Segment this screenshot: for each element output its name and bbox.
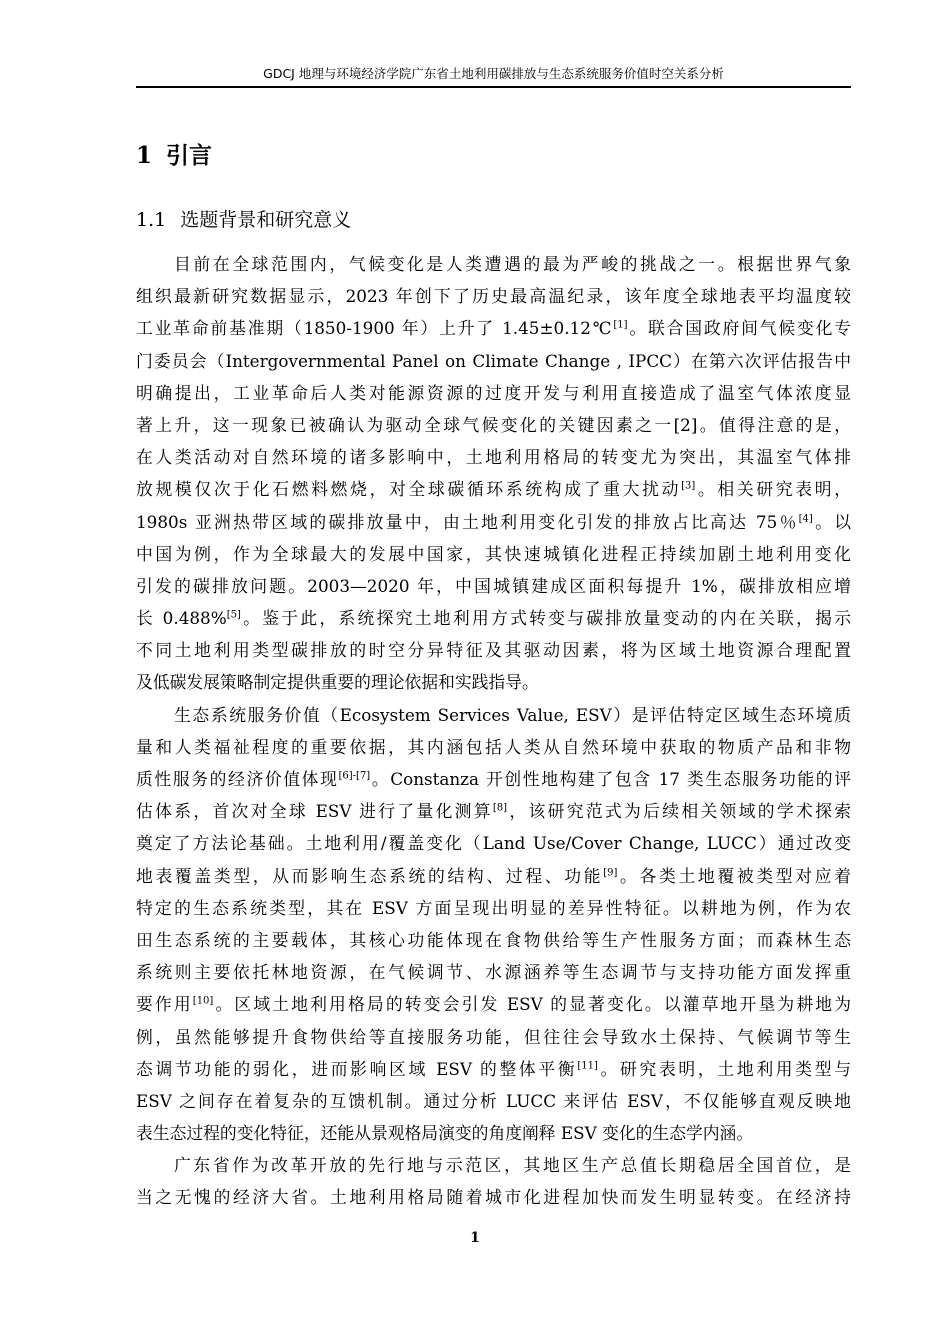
page-number: 1: [470, 1230, 480, 1246]
body-line: 系统则主要依托林地资源，在气候调节、水源涵养等生态调节与支持功能方面发挥重: [136, 962, 851, 983]
body-line: 当之无愧的经济大省。土地利用格局随着城市化进程加快而发生明显转变。在经济持: [136, 1187, 851, 1208]
body-line: 组织最新研究数据显示，2023 年创下了历史最高温纪录，该年度全球地表平均温度较: [136, 286, 851, 307]
body-text: [136, 248, 851, 1214]
body-line: 目前在全球范围内，气候变化是人类遭遇的最为严峻的挑战之一。根据世界气象: [174, 254, 851, 274]
body-line: 量和人类福祉程度的重要依据，其内涵包括人类从自然环境中获取的物质产品和非物: [136, 736, 851, 757]
body-line: 中国为例，作为全球最大的发展中国家，其快速城镇化进程正持续加剧土地利用变化: [136, 543, 851, 564]
body-line: 要作用[10]。区域土地利用格局的转变会引发 ESV 的显著变化。以灌草地开垦为耕地为: [136, 994, 851, 1015]
section-title: 选题背景和研究意义: [180, 209, 352, 231]
body-line: 长 0.488%[5]。鉴于此，系统探究土地利用方式转变与碳排放量变动的内在关联，揭示: [136, 608, 851, 629]
body-line: 在人类活动对自然环境的诸多影响中，土地利用格局的转变尤为突出，其温室气体排: [136, 447, 851, 468]
section-number: 1.1: [136, 209, 167, 231]
body-line: 奠定了方法论基础。土地利用/覆盖变化（Land Use/Cover Change, LUCC）通过改变: [136, 833, 851, 854]
chapter-number: 1: [136, 142, 153, 169]
body-line: 态调节功能的弱化，进而影响区域 ESV 的整体平衡[11]。研究表明，土地利用类型与: [136, 1058, 851, 1079]
body-line: 估体系，首次对全球 ESV 进行了量化测算[8]，该研究范式为后续相关领域的学术探索: [136, 801, 851, 822]
body-line: 质性服务的经济价值体现[6]-[7]。Constanza 开创性地构建了包含 17 类生态服务功能的评: [136, 769, 851, 789]
body-line: 不同土地利用类型碳排放的时空分异特征及其驱动因素，将为区域土地资源合理配置: [136, 640, 851, 661]
section-heading: [136, 205, 351, 235]
body-line: ESV 之间存在着复杂的互馈机制。通过分析 LUCC 来评估 ESV，不仅能够直观反映地: [136, 1090, 851, 1111]
running-header: GDCJ 地理与环境经济学院广东省土地利用碳排放与生态系统服务价值时空关系分析: [263, 66, 724, 81]
body-line: 著上升，这一现象已被确认为驱动全球气候变化的关键因素之一[2]。值得注意的是，: [136, 414, 851, 435]
body-line: 放规模仅次于化石燃料燃烧，对全球碳循环系统构成了重大扰动[3]。相关研究表明，: [136, 479, 851, 500]
body-line: 特定的生态系统类型，其在 ESV 方面呈现出明显的差异性特征。以耕地为例，作为农: [136, 897, 851, 918]
body-line: 1980s 亚洲热带区域的碳排放量中，由土地利用变化引发的排放占比高达 75％[4]。以: [136, 511, 851, 532]
chapter-heading: [136, 140, 212, 172]
header-rule: [136, 86, 851, 88]
body-line: 表生态过程的变化特征，还能从景观格局演变的角度阐释 ESV 变化的生态学内涵。: [136, 1123, 754, 1144]
chapter-title: 引言: [166, 142, 213, 169]
body-line: 工业革命前基准期（1850-1900 年）上升了 1.45±0.12℃[1]。联合国政府间气候变化专: [136, 318, 851, 339]
body-line: 引发的碳排放问题。2003—2020 年，中国城镇建成区面积每提升 1%，碳排放相应增: [136, 575, 851, 596]
body-line: 地表覆盖类型，从而影响生态系统的结构、过程、功能[9]。各类土地覆被类型对应着: [136, 865, 851, 886]
body-line: 门委员会（Intergovernmental Panel on Climate Change , IPCC）在第六次评估报告中: [136, 350, 851, 371]
body-line: 田生态系统的主要载体，其核心功能体现在食物供给等生产性服务方面；而森林生态: [136, 929, 851, 950]
body-line: 及低碳发展策略制定提供重要的理论依据和实践指导。: [136, 672, 539, 693]
body-line: 生态系统服务价值（Ecosystem Services Value, ESV）是评估特定区域生态环境质: [174, 704, 851, 725]
body-line: 广东省作为改革开放的先行地与示范区，其地区生产总值长期稳居全国首位，是: [174, 1155, 851, 1176]
body-line: 例，虽然能够提升食物供给等直接服务功能，但往往会导致水土保持、气候调节等生: [136, 1026, 851, 1047]
body-line: 明确提出，工业革命后人类对能源资源的过度开发与利用直接造成了温室气体浓度显: [136, 382, 851, 403]
